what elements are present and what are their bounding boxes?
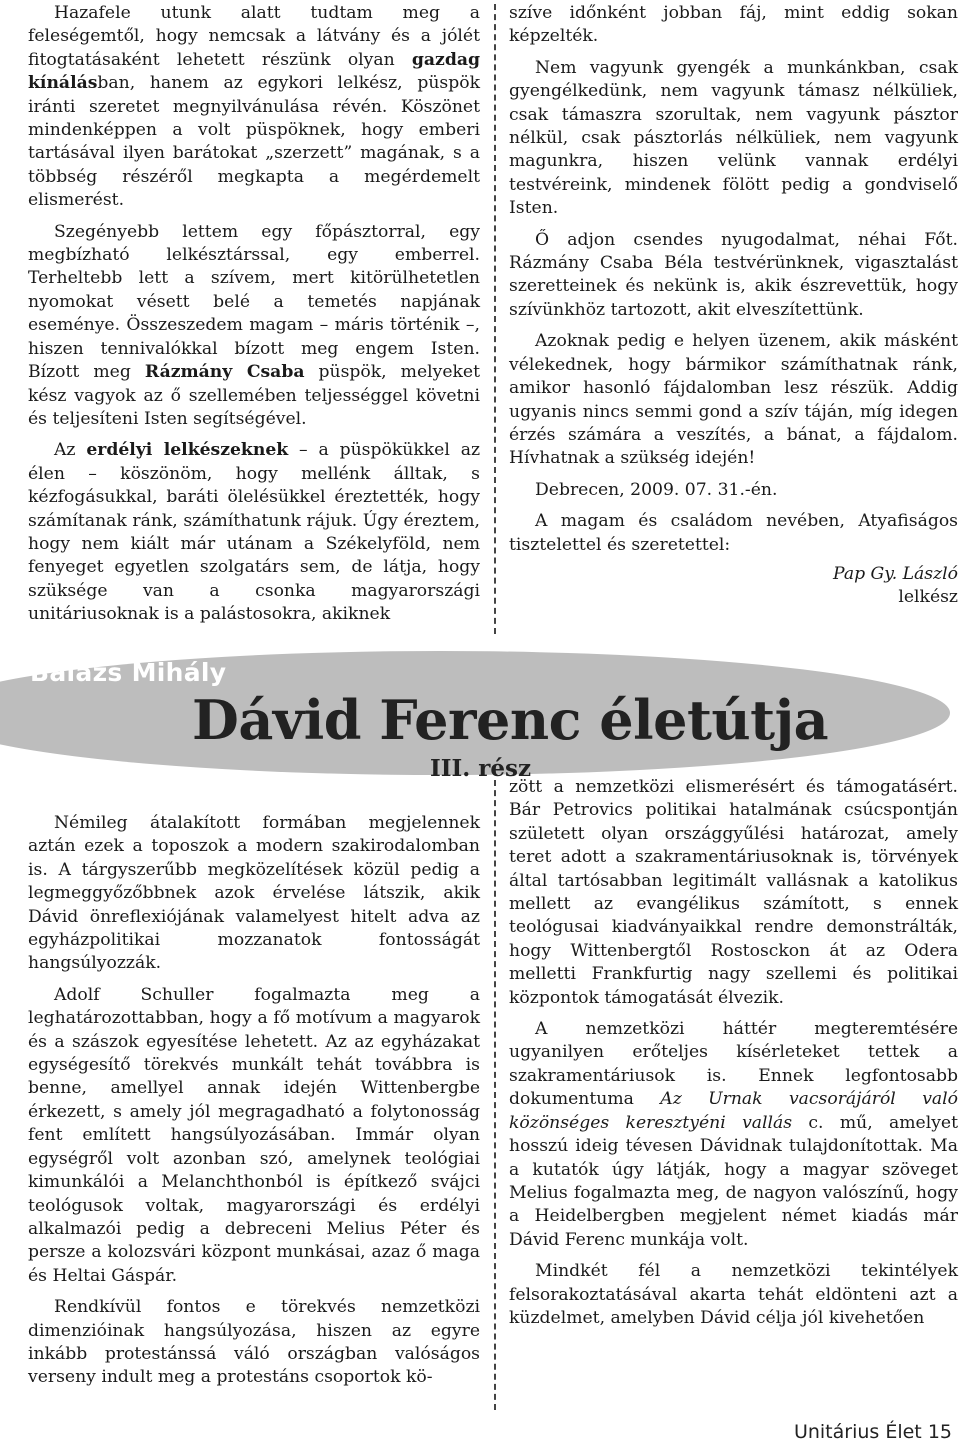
column-divider <box>494 4 496 634</box>
paragraph: Rendkívül fontos e törekvés nemzetközi dimenzióinak hangsúlyozása, hiszen az egyre inkább protestánssá váló országban valóságos verseny indult meg a protestáns csoportok kö- <box>28 1297 480 1388</box>
bottom-right-column <box>509 776 958 1330</box>
paragraph: zött a nemzetközi elismerésért és támogatásért. Bár Petrovics politikai hatalmának csúcspontján született olyan országgyűlési határozat, amely teret adott a szakramentáriusoknak is, törvények által tartósabban legitimált vallásnak a katolikus mellett az evangélikus számított, s ennek teológusai kiadványaikkal rendre demonstrálták, hogy Wittenbergtől Rostosckon át az Odera melletti Frankfurtig nagy szellemi és politikai központok támogatását élvezik. <box>509 777 958 1008</box>
page-number: 15 <box>927 1421 952 1443</box>
paragraph: Mindkét fél a nemzetközi tekintélyek felsorakoztatásával akarta tehát eldönteni azt a küzdelmet, amelyben Dávid célja jól kivehetően <box>509 1261 958 1328</box>
letter-date: Debrecen, 2009. 07. 31.-én. <box>535 479 778 500</box>
book-title: Az Urnak vacsorájáról való közönséges keresztyéni vallás <box>509 1089 958 1133</box>
paragraph: Némileg átalakított formában megjelennek aztán ezek a toposzok a modern szakirodalomban is. A tárgyszerűbb megközelítések közül pedig a legmeggyőzőbbnek azok érvelése látszik, akik Dávid önreflexiójának valamelyest hitelt adva az egyházpolitikai mozzanatok fontosságát hangsúlyozzák. <box>28 813 480 974</box>
article-author: Balázs Mihály <box>30 658 227 687</box>
paragraph: Nem vagyunk gyengék a munkánkban, csak gyengélkedünk, nem vagyunk támasz nélküliek, csak támaszra szorultak, nem vagyunk pásztor nélkül, csak pásztorlás nélküliek, nem vagyunk magunkra, hiszen velünk vannak erdélyi testvéreink, mindenek fölött pedig a gondviselő Isten. <box>509 57 958 219</box>
letter-signature: Pap Gy. László <box>833 563 958 584</box>
paragraph: Ő adjon csendes nyugodalmat, néhai Főt. Rázmány Csaba Béla testvérünknek, vigasztalást szeretteinek és nekünk is, akik észrevettük, hogy szívünkhöz tartozott, akit elveszítettünk. <box>509 229 958 320</box>
emphasis: Rázmány Csaba <box>144 362 305 383</box>
paragraph: Adolf Schuller fogalmazta meg a leghatározottabban, hogy a fő motívum a magyarok és a szászok egyesítése lehetett. Az az egyházakat egységesítő törekvés munkált tehát továbbra is benne, amellyel annak idején Wittenbergbe érkezett, s amely jól megragadható a folytonosság fent említett hangsúlyozásában. Immár olyan egységről volt azonban szó, amelynek teológiai kimunkálói a Melanchthonból is építkező svájci teológusok voltak, magyarországi és erdélyi alkalmazói pedig a debreceni Melius Péter és persze a kolozsvári központ munkásai, azaz ő maga és Heltai Gáspár. <box>28 984 480 1286</box>
paragraph: Az erdélyi lelkészeknek – a püspökükkel az élen – köszönöm, hogy mellénk álltak, s kézfogásukkal, baráti ölelésükkel éreztették, hogy számítanak ránk, számíthatunk rájuk. Úgy éreztem, hogy nem kiált már utánam a Székelyföld, nem fenyeget egyetlen szolgatárs sem, de látja, hogy szüksége van a csonka magyarországi unitáriusoknak is a palástosokra, akiknek <box>28 440 481 625</box>
paragraph: Szegényebb lettem egy főpásztorral, egy megbízható lelkésztárssal, egy emberrel. Terheltebb lett a szívem, mert kitörülhetetlen nyomokat vésett belé a temetés napjának eseménye. Összeszedem magam – máris történik –, hiszen tennivalókkal bízott meg engem Isten. Bízott meg Rázmány Csaba püspök, melyeket kész vagyok az ő szellemében teljességgel követni és teljesíteni Isten segítségével. <box>28 221 481 429</box>
paragraph: A nemzetközi háttér megteremtésére ugyanilyen erőteljes kísérleteket tettek a szakramentáriusok is. Ennek legfontosabb dokumentuma Az Urnak vacsorájáról való közönséges keresztyéni vallás c. mű, amelyet hosszú ideig tévesen Dávidnak tulajdonítottak. Ma a kutatók úgy látják, hogy a magyar szöveget Melius fogalmazta meg, de nagyon valószínű, hogy a Heidelbergben megjelent német kiadás már Dávid Ferenc munkája volt. <box>509 1019 959 1250</box>
article-part-label: III. rész <box>430 755 532 782</box>
paragraph: Azoknak pedig e helyen üzenem, akik másként vélekednek, hogy bármikor számíthatnak ránk, amikor hasonló fájdalomban lesz részük. Addig ugyanis nincs semmi gond a szív táján, míg idegen érzés számára a veszítés, a bánat, a fájdalom. Hívhatnak a szükség idején! <box>509 331 958 469</box>
paragraph: Hazafele utunk alatt tudtam meg a feleségemtől, hogy nemcsak a látvány és a jólét fitogtatásaként lehetett részünk olyan gazdag kínálásban, hanem az egykori lelkész, püspök iránti szeretet megnyilvánulása révén. Köszönet mindenképpen a volt püspöknek, hogy emberi tartásával ilyen barátokat „szerzett” magának, s a többség részéről megkapta a megérdemelt elismerést. <box>28 3 480 211</box>
article-title: Dávid Ferenc életútja <box>192 688 829 752</box>
column-divider <box>494 780 496 1410</box>
letter-signer-role: lelkész <box>898 587 958 608</box>
emphasis: erdélyi lelkészeknek <box>86 440 289 461</box>
top-left-column <box>28 2 480 627</box>
emphasis: gazdag kínálás <box>28 49 480 94</box>
letter-closing: A magam és családom nevében, Atyafiságos tisztelettel és szeretettel: <box>509 511 958 555</box>
magazine-name: Unitárius Élet <box>793 1421 922 1443</box>
paragraph: szíve időnként jobban fáj, mint eddig sokan képzelték. <box>509 3 958 47</box>
top-right-column <box>509 2 958 610</box>
bottom-left-column <box>28 812 480 1390</box>
page-footer <box>794 1421 952 1443</box>
